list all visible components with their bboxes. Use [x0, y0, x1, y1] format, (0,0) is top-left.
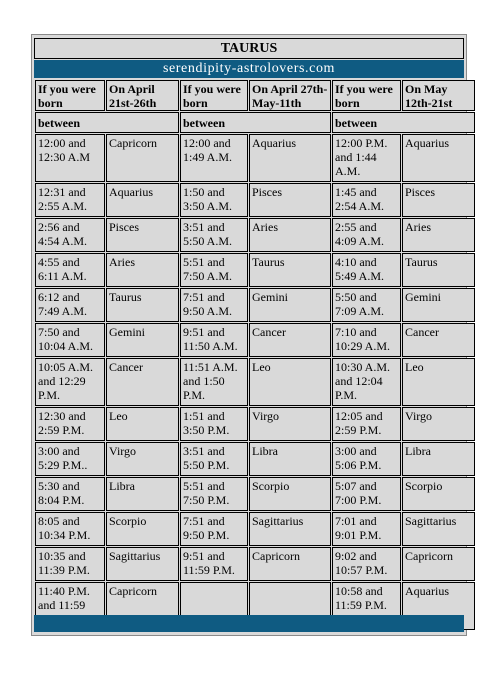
table-row: [35, 253, 475, 287]
time-range-cell: 9:51 and 11:50 A.M.: [180, 323, 248, 357]
time-range-cell: 5:07 and 7:00 P.M.: [332, 477, 401, 511]
sign-cell: Taurus: [106, 288, 179, 322]
header-cell: On April 27th-May-11th: [249, 80, 331, 111]
header-cell: On May 12th-21st: [402, 80, 475, 111]
sign-cell: Capricorn: [106, 582, 179, 630]
sign-cell: Cancer: [106, 358, 179, 406]
sign-cell: Pisces: [249, 183, 331, 217]
table-row: [35, 442, 475, 476]
time-range-cell: 1:45 and 2:54 A.M.: [332, 183, 401, 217]
sign-cell: Virgo: [249, 407, 331, 441]
time-range-cell: 11:40 P.M. and 11:59: [35, 582, 105, 630]
sign-cell: Sagittarius: [249, 512, 331, 546]
table-row: [35, 512, 475, 546]
table-row: [35, 547, 475, 581]
sign-cell: Libra: [106, 477, 179, 511]
time-range-cell: 12:00 P.M. and 1:44 A.M.: [332, 134, 401, 182]
header-cell: If you were born: [35, 80, 105, 111]
sign-cell: Cancer: [249, 323, 331, 357]
between-label: between: [180, 112, 331, 133]
header-cell: If you were born: [332, 80, 401, 111]
time-range-cell: 9:51 and 11:59 P.M.: [180, 547, 248, 581]
table-row: [35, 218, 475, 252]
time-range-cell: 3:51 and 5:50 A.M.: [180, 218, 248, 252]
sign-cell: Aries: [249, 218, 331, 252]
time-range-cell: 10:30 A.M. and 12:04 P.M.: [332, 358, 401, 406]
time-range-cell: 12:00 and 1:49 A.M.: [180, 134, 248, 182]
time-range-cell: 7:51 and 9:50 P.M.: [180, 512, 248, 546]
table-row: [35, 323, 475, 357]
taurus-chart: [31, 34, 467, 636]
header-cell: If you were born: [180, 80, 248, 111]
sign-cell: Sagittarius: [402, 512, 475, 546]
header-row: [35, 80, 475, 111]
time-range-cell: 9:02 and 10:57 P.M.: [332, 547, 401, 581]
birth-time-table: [34, 79, 476, 631]
table-row: [35, 477, 475, 511]
time-range-cell: 2:55 and 4:09 A.M.: [332, 218, 401, 252]
time-range-cell: 12:31 and 2:55 A.M.: [35, 183, 105, 217]
footer-banner: [34, 615, 464, 632]
time-range-cell: 10:05 A.M. and 12:29 P.M.: [35, 358, 105, 406]
sign-cell: Leo: [106, 407, 179, 441]
table-row: [35, 134, 475, 182]
sign-cell: Gemini: [106, 323, 179, 357]
sign-cell: Scorpio: [106, 512, 179, 546]
time-range-cell: 1:51 and 3:50 P.M.: [180, 407, 248, 441]
time-range-cell: 4:55 and 6:11 A.M.: [35, 253, 105, 287]
sign-cell: Aquarius: [249, 134, 331, 182]
sign-cell: Virgo: [402, 407, 475, 441]
between-label: between: [35, 112, 179, 133]
sign-cell: Scorpio: [249, 477, 331, 511]
time-range-cell: 1:50 and 3:50 A.M.: [180, 183, 248, 217]
sign-cell: Pisces: [106, 218, 179, 252]
time-range-cell: 10:58 and 11:59 P.M.: [332, 582, 401, 630]
sign-cell: Leo: [402, 358, 475, 406]
time-range-cell: 7:10 and 10:29 A.M.: [332, 323, 401, 357]
table-row: [35, 407, 475, 441]
site-banner: serendipity-astrolovers.com: [34, 60, 464, 78]
time-range-cell: 11:51 A.M. and 1:50 P.M.: [180, 358, 248, 406]
sign-cell: Libra: [249, 442, 331, 476]
sign-cell: Taurus: [249, 253, 331, 287]
time-range-cell: 5:51 and 7:50 A.M.: [180, 253, 248, 287]
sign-cell: Aries: [106, 253, 179, 287]
sign-cell: Aries: [402, 218, 475, 252]
sign-cell: Capricorn: [249, 547, 331, 581]
sign-cell: Virgo: [106, 442, 179, 476]
table-row: [35, 358, 475, 406]
time-range-cell: 12:30 and 2:59 P.M.: [35, 407, 105, 441]
sign-cell: Aquarius: [402, 134, 475, 182]
time-range-cell: 7:01 and 9:01 P.M.: [332, 512, 401, 546]
sign-cell: Aquarius: [106, 183, 179, 217]
time-range-cell: 10:35 and 11:39 P.M.: [35, 547, 105, 581]
sign-cell: Pisces: [402, 183, 475, 217]
sign-cell: Gemini: [249, 288, 331, 322]
sign-cell: Libra: [402, 442, 475, 476]
sign-cell: Sagittarius: [106, 547, 179, 581]
sign-cell: Cancer: [402, 323, 475, 357]
sign-cell: Taurus: [402, 253, 475, 287]
sign-cell: Capricorn: [402, 547, 475, 581]
time-range-cell: 5:50 and 7:09 A.M.: [332, 288, 401, 322]
sign-cell: Aquarius: [402, 582, 475, 630]
time-range-cell: 3:00 and 5:29 P.M..: [35, 442, 105, 476]
sign-cell: Leo: [249, 358, 331, 406]
time-range-cell: 5:51 and 7:50 P.M.: [180, 477, 248, 511]
between-label: between: [332, 112, 475, 133]
time-range-cell: 8:05 and 10:34 P.M.: [35, 512, 105, 546]
time-range-cell: 5:30 and 8:04 P.M.: [35, 477, 105, 511]
time-range-cell: 6:12 and 7:49 A.M.: [35, 288, 105, 322]
time-range-cell: 4:10 and 5:49 A.M.: [332, 253, 401, 287]
sign-cell: Capricorn: [106, 134, 179, 182]
time-range-cell: 7:50 and 10:04 A.M.: [35, 323, 105, 357]
between-row: [35, 112, 475, 133]
sign-cell: Scorpio: [402, 477, 475, 511]
time-range-cell: 2:56 and 4:54 A.M.: [35, 218, 105, 252]
time-range-cell: 3:51 and 5:50 P.M.: [180, 442, 248, 476]
time-range-cell: 7:51 and 9:50 A.M.: [180, 288, 248, 322]
header-cell: On April 21st-26th: [106, 80, 179, 111]
table-row: [35, 288, 475, 322]
time-range-cell: 3:00 and 5:06 P.M.: [332, 442, 401, 476]
table-row: [35, 183, 475, 217]
time-range-cell: 12:00 and 12:30 A.M: [35, 134, 105, 182]
time-range-cell: 12:05 and 2:59 P.M.: [332, 407, 401, 441]
sign-cell: Gemini: [402, 288, 475, 322]
chart-title: TAURUS: [34, 38, 464, 59]
